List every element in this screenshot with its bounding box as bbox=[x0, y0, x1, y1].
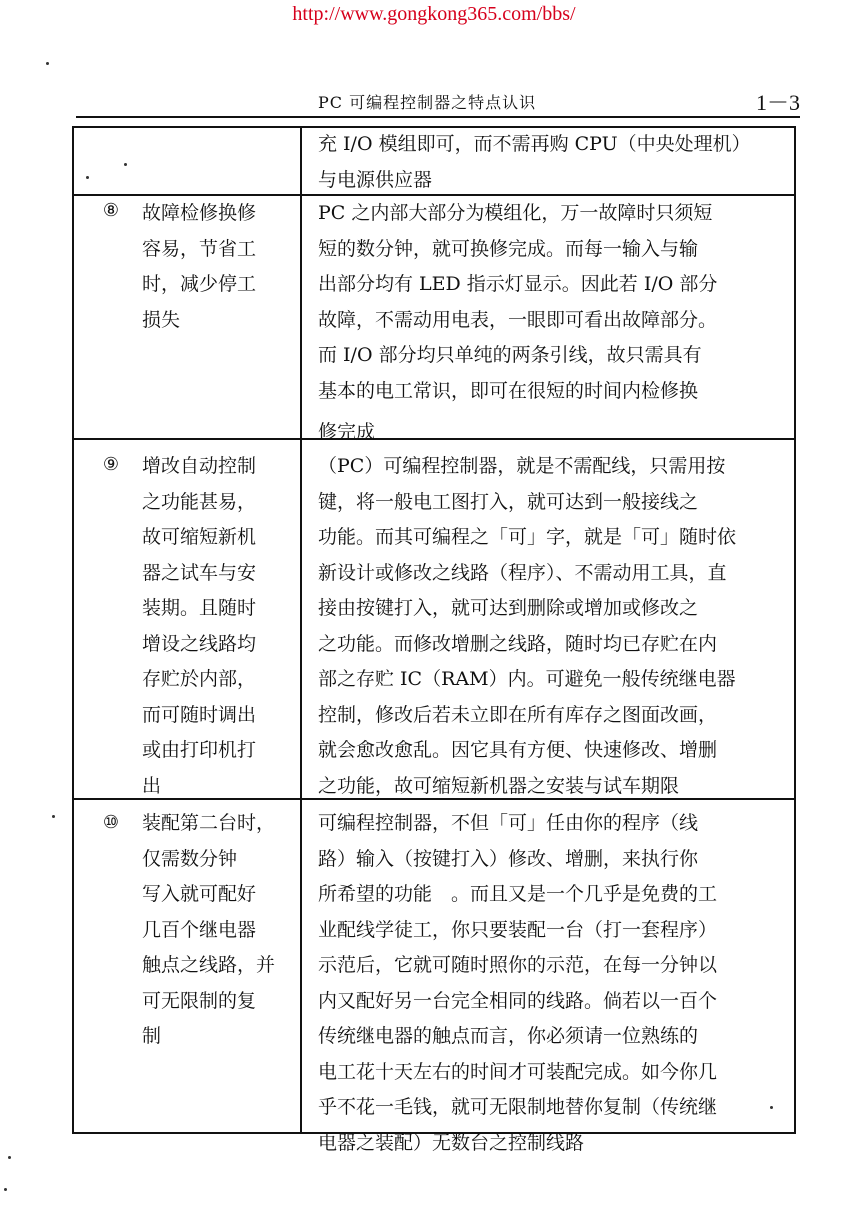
scan-speck bbox=[770, 1106, 773, 1109]
item-number: ⑧ bbox=[102, 200, 120, 221]
scan-speck bbox=[52, 815, 55, 818]
description-line: 传统继电器的触点而言，你必须请一位熟练的 bbox=[318, 1025, 699, 1047]
feature-table bbox=[72, 126, 796, 1154]
table-row bbox=[74, 196, 794, 443]
page-number: 1－3 bbox=[755, 90, 800, 115]
feature-line: 写入就可配好 bbox=[142, 883, 257, 905]
description-line: 电工花十天左右的时间才可装配完成。如今你几 bbox=[318, 1060, 718, 1083]
description-cell bbox=[318, 806, 792, 1161]
description-line: 可编程控制器，不但「可」任由你的程序（线 bbox=[318, 812, 699, 834]
description-line: 短的数分钟，就可换修完成。而每一输入与输 bbox=[318, 237, 699, 260]
feature-line: 增设之线路均 bbox=[142, 632, 257, 655]
scan-speck bbox=[124, 163, 127, 166]
description-line: 基本的电工常识，即可在很短的时间内检修换 bbox=[318, 379, 699, 402]
item-number: ⑩ bbox=[102, 812, 120, 833]
description-line: 充 I/O 模组即可，而不需再购 CPU（中央处理机） bbox=[318, 133, 751, 155]
scan-speck bbox=[86, 176, 89, 179]
description-line: 业配线学徒工，你只要装配一台（打一套程序） bbox=[318, 918, 718, 941]
feature-line: 几百个继电器 bbox=[142, 918, 257, 941]
column-divider bbox=[300, 800, 302, 1132]
column-divider bbox=[300, 440, 302, 798]
description-line: 内又配好另一台完全相同的线路。倘若以一百个 bbox=[318, 989, 718, 1012]
table-row bbox=[74, 128, 794, 196]
description-line: 电器之装配）无数台之控制线路 bbox=[318, 1131, 585, 1154]
description-line: 示范后，它就可随时照你的示范，在每一分钟以 bbox=[318, 954, 718, 976]
description-line: 就会愈改愈乱。因它具有方便、快速修改、增删 bbox=[318, 739, 718, 761]
description-line: 修完成 bbox=[318, 421, 376, 443]
description-line: 与电源供应器 bbox=[318, 168, 433, 191]
scan-speck bbox=[4, 1188, 7, 1191]
feature-line: 之功能甚易， bbox=[142, 490, 257, 513]
feature-line: 损失 bbox=[142, 308, 181, 331]
description-cell bbox=[318, 127, 792, 198]
description-line: 之功能。而修改增删之线路，随时均已存贮在内 bbox=[318, 632, 718, 655]
description-line: 部之存贮 IC（RAM）内。可避免一般传统继电器 bbox=[318, 668, 736, 690]
feature-line: 增改自动控制 bbox=[142, 455, 257, 477]
page-header bbox=[76, 86, 800, 118]
feature-line: 而可随时调出 bbox=[142, 703, 257, 726]
feature-line: 出 bbox=[142, 774, 162, 797]
feature-cell bbox=[142, 196, 292, 338]
description-line: 控制，修改后若未立即在所有库存之图面改画， bbox=[318, 703, 718, 726]
feature-line: 时，减少停工 bbox=[142, 273, 257, 295]
description-cell bbox=[318, 196, 792, 451]
scan-speck bbox=[46, 62, 49, 65]
description-line: 接由按键打入，就可达到删除或增加或修改之 bbox=[318, 597, 699, 619]
column-divider bbox=[300, 196, 302, 438]
feature-line: 存贮於内部， bbox=[142, 668, 257, 690]
description-line: 之功能，故可缩短新机器之安装与试车期限 bbox=[318, 774, 680, 797]
description-line: 新设计或修改之线路（程序）、不需动用工具，直 bbox=[318, 561, 727, 584]
running-title: PC 可编程控制器之特点认识 bbox=[318, 93, 537, 112]
feature-line: 制 bbox=[142, 1025, 162, 1047]
description-line: 故障，不需动用电表，一眼即可看出故障部分。 bbox=[318, 308, 718, 331]
feature-line: 器之试车与安 bbox=[142, 561, 257, 584]
feature-line: 或由打印机打 bbox=[142, 739, 257, 761]
feature-line: 可无限制的复 bbox=[142, 989, 257, 1012]
item-number: ⑨ bbox=[102, 454, 120, 475]
description-line: PC 之内部大部分为模组化，万一故障时只须短 bbox=[318, 202, 713, 224]
feature-line: 故可缩短新机 bbox=[142, 526, 257, 548]
feature-line: 装期。且随时 bbox=[142, 597, 257, 619]
table-row bbox=[74, 440, 794, 800]
description-line: 路）输入（按键打入）修改、增删，来执行你 bbox=[318, 847, 699, 870]
feature-cell bbox=[142, 449, 292, 804]
feature-line: 容易，节省工 bbox=[142, 237, 257, 260]
feature-cell bbox=[142, 806, 292, 1055]
feature-line: 装配第二台时， bbox=[142, 812, 276, 834]
table-row bbox=[74, 800, 794, 1154]
source-url[interactable]: http://www.gongkong365.com/bbs/ bbox=[292, 3, 576, 25]
feature-line: 触点之线路，并 bbox=[142, 954, 276, 976]
description-line: 出部分均有 LED 指示灯显示。因此若 I/O 部分 bbox=[318, 273, 718, 295]
scan-speck bbox=[8, 1156, 11, 1159]
description-line: 所希望的功能 。而且又是一个几乎是免费的工 bbox=[318, 883, 718, 905]
description-cell bbox=[318, 449, 792, 804]
description-line: 乎不花一毛钱，就可无限制地替你复制（传统继 bbox=[318, 1096, 718, 1118]
description-line: 而 I/O 部分均只单纯的两条引线，故只需具有 bbox=[318, 344, 702, 366]
feature-line: 仅需数分钟 bbox=[142, 847, 238, 870]
description-line: （PC）可编程控制器，就是不需配线，只需用按 bbox=[318, 455, 726, 477]
description-line: 功能。而其可编程之「可」字，就是「可」随时依 bbox=[318, 526, 737, 548]
feature-line: 故障检修换修 bbox=[142, 202, 257, 224]
description-line: 键，将一般电工图打入，就可达到一般接线之 bbox=[318, 490, 699, 513]
column-divider bbox=[300, 128, 302, 194]
